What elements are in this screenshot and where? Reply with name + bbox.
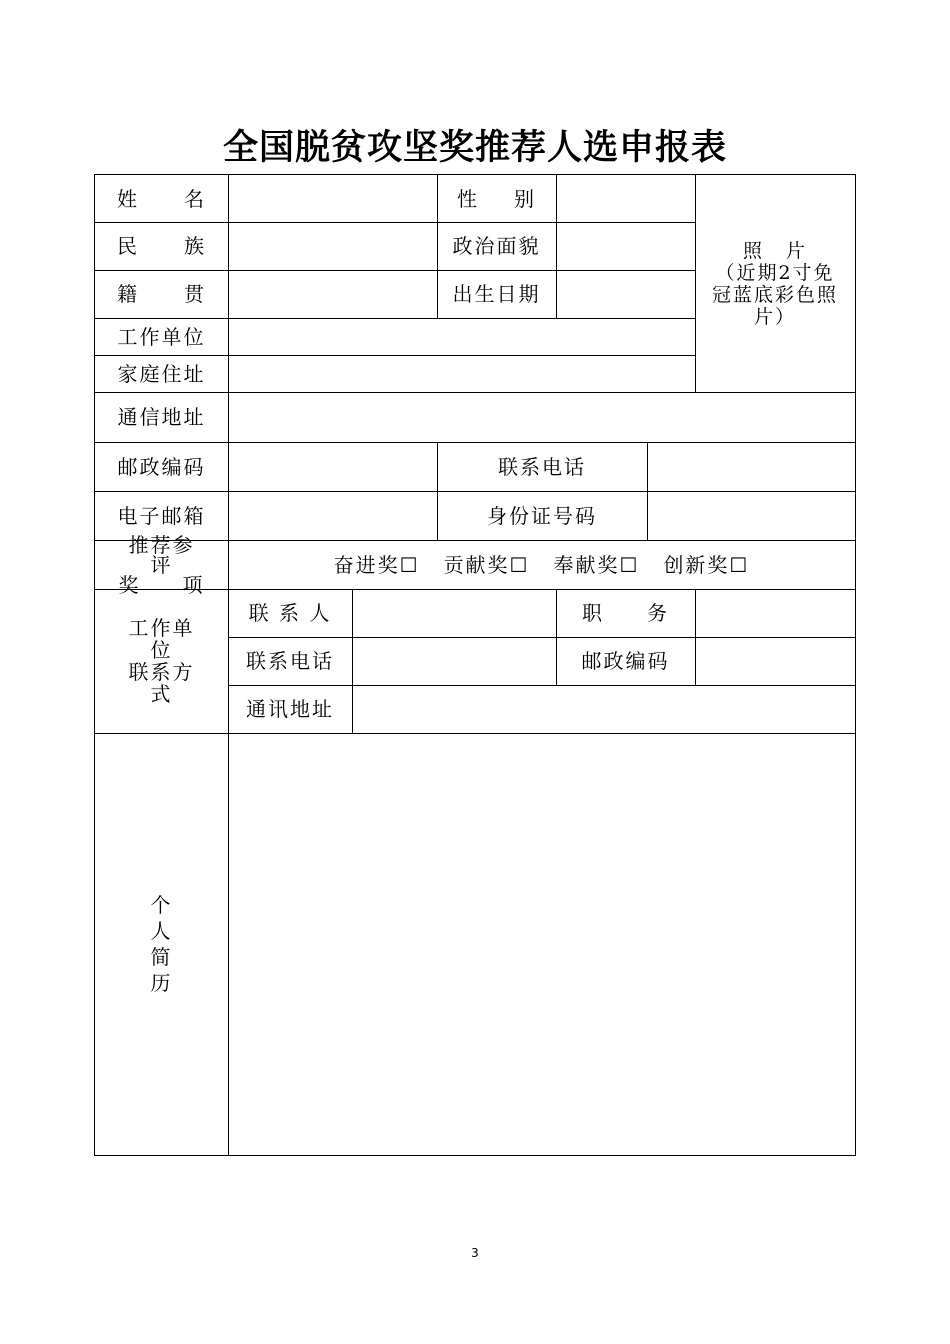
mailing-address-label: 通信地址 (117, 405, 206, 429)
work-unit-input[interactable] (228, 318, 695, 355)
contact-phone-input[interactable] (647, 442, 855, 491)
native-place-input[interactable] (228, 270, 437, 318)
form-title: 全国脱贫攻坚奖推荐人选申报表 (222, 127, 727, 168)
political-status-label: 政治面貌 (452, 234, 541, 258)
contact-phone-label: 联系电话 (498, 454, 586, 479)
position-input[interactable] (695, 589, 855, 637)
ethnicity-label: 民 族 (117, 234, 206, 258)
unit-phone-label: 联系电话 (246, 649, 334, 673)
unit-postal-code-input[interactable] (695, 637, 855, 685)
postal-code-label: 邮政编码 (117, 454, 206, 479)
gender-input[interactable] (556, 175, 695, 222)
award-option-contribution[interactable]: 贡献奖☐ (443, 552, 530, 577)
photo-note: （近期2寸免冠蓝底彩色照片） (711, 261, 838, 328)
name-input[interactable] (228, 175, 437, 222)
birth-date-input[interactable] (556, 270, 695, 318)
political-status-input[interactable] (556, 222, 695, 270)
unit-address-label: 通讯地址 (246, 697, 334, 721)
resume-input[interactable] (228, 733, 855, 1155)
unit-postal-code-label: 邮政编码 (581, 649, 670, 673)
photo-box[interactable]: 照 片 （近期2寸免冠蓝底彩色照片） (695, 175, 855, 392)
id-number-input[interactable] (647, 491, 855, 540)
award-options (228, 540, 855, 589)
id-number-label: 身份证号码 (487, 503, 597, 528)
application-form-table (94, 174, 856, 1156)
contact-person-label: 联 系 人 (248, 601, 332, 625)
ethnicity-input[interactable] (228, 222, 437, 270)
email-input[interactable] (228, 491, 437, 540)
unit-address-input[interactable] (352, 685, 855, 733)
contact-person-input[interactable] (352, 589, 556, 637)
postal-code-input[interactable] (228, 442, 437, 491)
home-address-input[interactable] (228, 355, 695, 392)
mailing-address-input[interactable] (228, 392, 855, 442)
unit-phone-input[interactable] (352, 637, 556, 685)
home-address-label: 家庭住址 (117, 361, 206, 386)
gender-label: 性 别 (457, 186, 536, 211)
birth-date-label: 出生日期 (452, 282, 541, 306)
award-option-dedication[interactable]: 奉献奖☐ (553, 552, 640, 577)
page-number: 3 (471, 1246, 479, 1260)
award-option-innovation[interactable]: 创新奖☐ (663, 552, 750, 577)
name-label: 姓 名 (117, 186, 206, 211)
resume-label: 个 人 简 历 (150, 893, 173, 995)
work-unit-label: 工作单位 (117, 324, 206, 349)
native-place-label: 籍 贯 (117, 282, 206, 306)
position-label: 职 务 (582, 601, 669, 625)
unit-contact-label: 工作单位 联系方式 (128, 616, 195, 706)
email-label: 电子邮箱 (117, 503, 206, 528)
award-category-label: 推荐参评 奖 项 (118, 532, 205, 597)
award-option-striving[interactable]: 奋进奖☐ (333, 552, 420, 577)
